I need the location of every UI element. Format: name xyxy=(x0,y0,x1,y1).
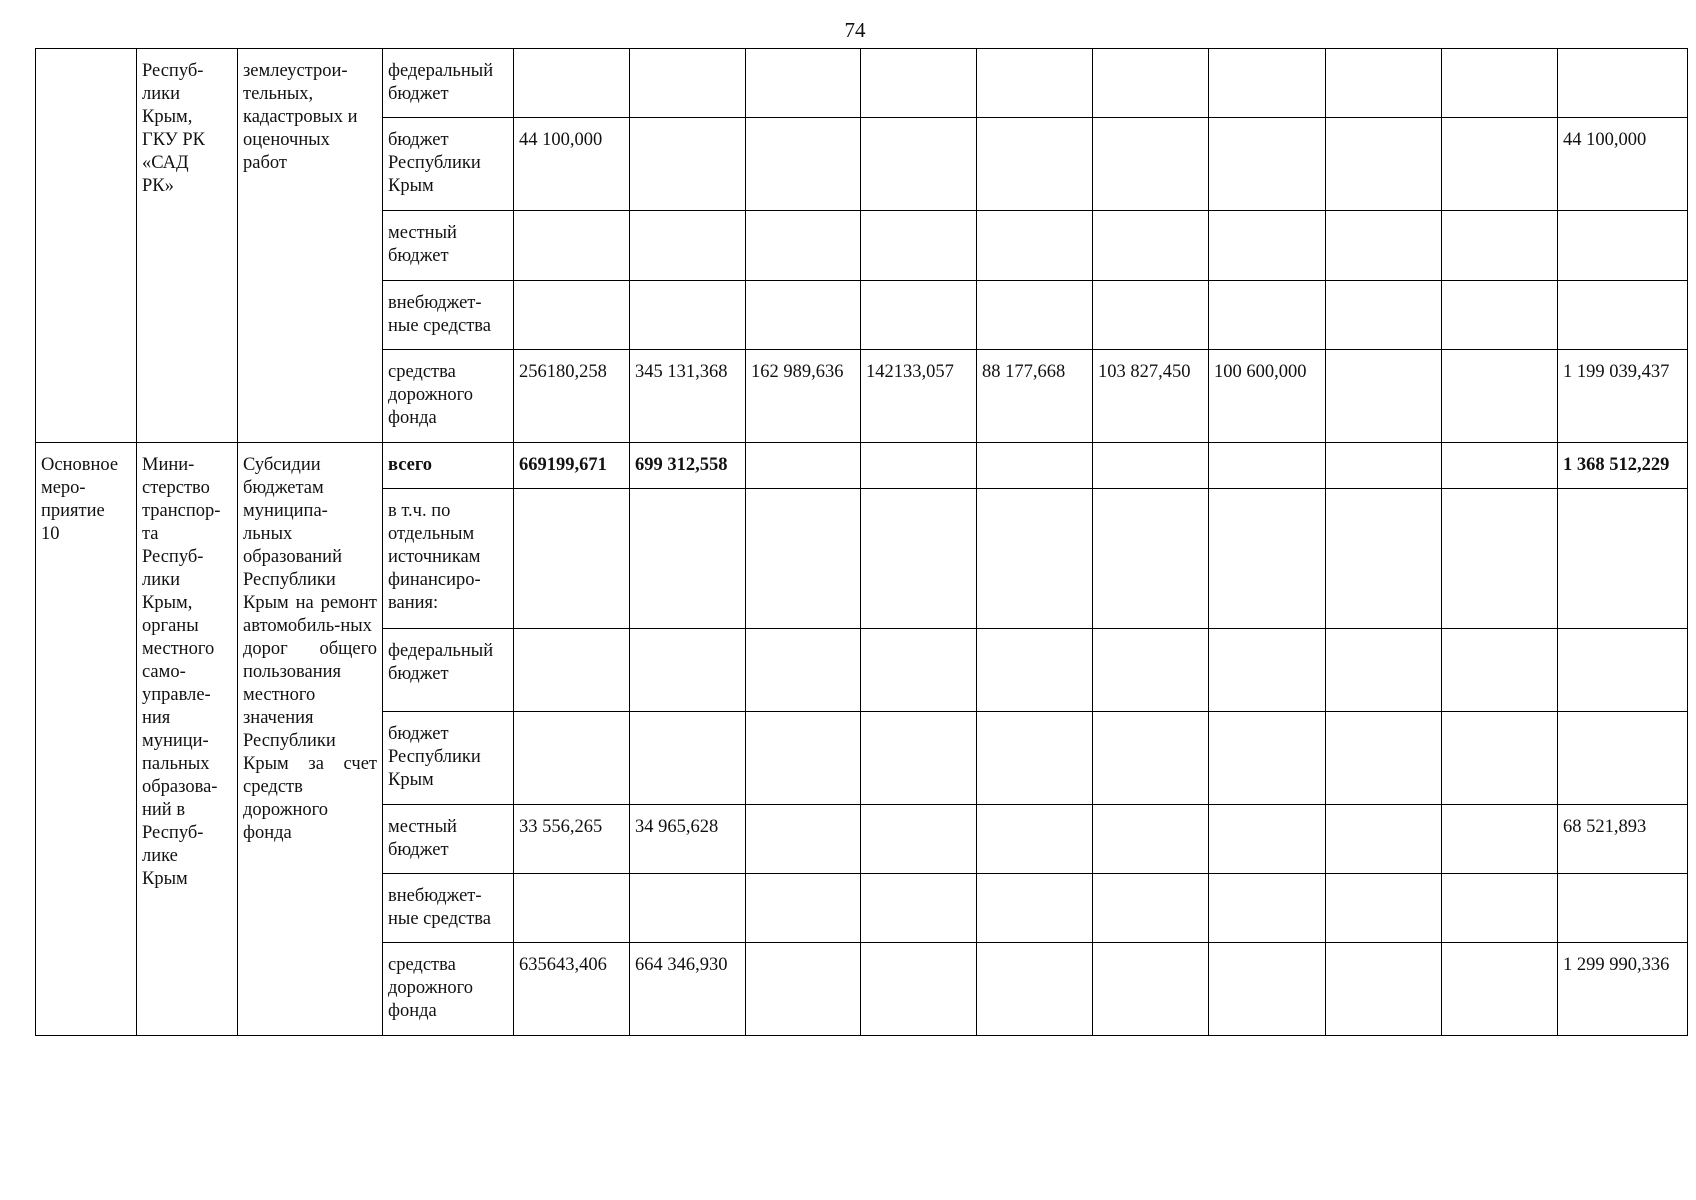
value-cell xyxy=(1326,350,1442,443)
value-cell xyxy=(1326,629,1442,712)
value-cell xyxy=(977,874,1093,943)
value-cell xyxy=(977,629,1093,712)
value-cell: 34 965,628 xyxy=(630,805,746,874)
value-cell xyxy=(746,443,861,489)
value-cell xyxy=(1209,118,1326,211)
funding-source-cell: в т.ч. по отдельным источникам финансиро- вания: xyxy=(383,489,514,629)
value-cell: 345 131,368 xyxy=(630,350,746,443)
responsible-cell: Мини- стерство транспор- та Респуб- лики Крым, органы местного само- управле- ния муници- пальных образова- ний в Респуб- лике Крым xyxy=(137,443,238,1036)
funding-source-cell: внебюджет- ные средства xyxy=(383,281,514,350)
funding-source-cell: бюджет Республики Крым xyxy=(383,118,514,211)
total-value-cell: 44 100,000 xyxy=(1558,118,1688,211)
value-cell xyxy=(630,281,746,350)
value-cell xyxy=(861,211,977,281)
table-row xyxy=(36,443,1688,489)
value-cell: 664 346,930 xyxy=(630,943,746,1036)
value-cell xyxy=(1093,805,1209,874)
value-cell xyxy=(1442,49,1558,118)
value-cell xyxy=(746,211,861,281)
value-cell xyxy=(630,49,746,118)
value-cell: 44 100,000 xyxy=(514,118,630,211)
value-cell xyxy=(1209,874,1326,943)
value-cell xyxy=(1326,49,1442,118)
value-cell xyxy=(514,874,630,943)
value-cell xyxy=(861,489,977,629)
total-value-cell xyxy=(1558,712,1688,805)
value-cell xyxy=(1442,629,1558,712)
value-cell xyxy=(861,943,977,1036)
value-cell: 162 989,636 xyxy=(746,350,861,443)
value-cell xyxy=(977,443,1093,489)
value-cell xyxy=(1093,943,1209,1036)
value-cell xyxy=(746,118,861,211)
value-cell xyxy=(1209,443,1326,489)
value-cell xyxy=(1093,874,1209,943)
value-cell xyxy=(977,943,1093,1036)
total-value-cell xyxy=(1558,489,1688,629)
value-cell: 669199,671 xyxy=(514,443,630,489)
funding-source-cell: внебюджет- ные средства xyxy=(383,874,514,943)
table-row xyxy=(36,49,1688,118)
total-value-cell: 1 299 990,336 xyxy=(1558,943,1688,1036)
value-cell xyxy=(1093,49,1209,118)
value-cell: 256180,258 xyxy=(514,350,630,443)
value-cell xyxy=(1093,281,1209,350)
value-cell xyxy=(514,712,630,805)
value-cell: 88 177,668 xyxy=(977,350,1093,443)
total-value-cell: 1 199 039,437 xyxy=(1558,350,1688,443)
value-cell xyxy=(1442,443,1558,489)
value-cell xyxy=(1326,443,1442,489)
funding-source-cell: бюджет Республики Крым xyxy=(383,712,514,805)
value-cell xyxy=(746,281,861,350)
value-cell xyxy=(1326,489,1442,629)
value-cell xyxy=(1093,443,1209,489)
value-cell xyxy=(1442,118,1558,211)
value-cell xyxy=(1093,211,1209,281)
value-cell xyxy=(746,943,861,1036)
value-cell xyxy=(1209,712,1326,805)
value-cell: 635643,406 xyxy=(514,943,630,1036)
value-cell xyxy=(746,874,861,943)
value-cell xyxy=(1442,874,1558,943)
total-value-cell xyxy=(1558,874,1688,943)
value-cell xyxy=(630,489,746,629)
value-cell xyxy=(861,49,977,118)
value-cell xyxy=(630,211,746,281)
activity-cell xyxy=(36,49,137,443)
value-cell xyxy=(1326,943,1442,1036)
total-value-cell xyxy=(1558,629,1688,712)
total-value-cell xyxy=(1558,281,1688,350)
value-cell xyxy=(630,874,746,943)
value-cell xyxy=(861,805,977,874)
value-cell xyxy=(630,629,746,712)
funding-source-cell: местный бюджет xyxy=(383,805,514,874)
value-cell xyxy=(977,281,1093,350)
funding-source-cell: всего xyxy=(383,443,514,489)
value-cell xyxy=(514,629,630,712)
value-cell xyxy=(746,629,861,712)
value-cell xyxy=(1442,943,1558,1036)
responsible-cell: Респуб- лики Крым, ГКУ РК «САД РК» xyxy=(137,49,238,443)
value-cell xyxy=(1209,489,1326,629)
value-cell xyxy=(1442,489,1558,629)
value-cell xyxy=(1326,712,1442,805)
value-cell xyxy=(1326,874,1442,943)
total-value-cell xyxy=(1558,211,1688,281)
value-cell xyxy=(977,211,1093,281)
value-cell xyxy=(746,49,861,118)
funding-source-cell: средства дорожного фонда xyxy=(383,350,514,443)
value-cell xyxy=(1209,211,1326,281)
value-cell: 699 312,558 xyxy=(630,443,746,489)
value-cell xyxy=(514,489,630,629)
value-cell: 33 556,265 xyxy=(514,805,630,874)
value-cell xyxy=(514,211,630,281)
value-cell xyxy=(977,118,1093,211)
value-cell xyxy=(861,629,977,712)
value-cell xyxy=(861,712,977,805)
value-cell xyxy=(977,805,1093,874)
value-cell xyxy=(514,281,630,350)
value-cell xyxy=(977,489,1093,629)
value-cell xyxy=(514,49,630,118)
value-cell: 142133,057 xyxy=(861,350,977,443)
value-cell xyxy=(1442,281,1558,350)
value-cell xyxy=(1093,712,1209,805)
value-cell xyxy=(861,281,977,350)
funding-source-cell: федеральный бюджет xyxy=(383,49,514,118)
funding-source-cell: местный бюджет xyxy=(383,211,514,281)
value-cell xyxy=(1093,118,1209,211)
value-cell xyxy=(1209,629,1326,712)
value-cell xyxy=(1442,805,1558,874)
description-cell: землеустрои- тельных, кадастровых и оценочных работ xyxy=(238,49,383,443)
value-cell xyxy=(1093,489,1209,629)
funding-source-cell: средства дорожного фонда xyxy=(383,943,514,1036)
value-cell: 103 827,450 xyxy=(1093,350,1209,443)
value-cell xyxy=(746,805,861,874)
value-cell xyxy=(630,712,746,805)
page-number: 74 xyxy=(844,18,866,42)
value-cell xyxy=(1442,712,1558,805)
value-cell xyxy=(861,874,977,943)
total-value-cell xyxy=(1558,49,1688,118)
value-cell xyxy=(977,712,1093,805)
total-value-cell: 1 368 512,229 xyxy=(1558,443,1688,489)
value-cell xyxy=(977,49,1093,118)
value-cell xyxy=(1093,629,1209,712)
value-cell xyxy=(746,712,861,805)
financing-table xyxy=(35,48,1688,1036)
value-cell: 100 600,000 xyxy=(1209,350,1326,443)
value-cell xyxy=(861,118,977,211)
value-cell xyxy=(1209,49,1326,118)
value-cell xyxy=(1209,805,1326,874)
value-cell xyxy=(1326,805,1442,874)
activity-cell: Основное меро- приятие 10 xyxy=(36,443,137,1036)
value-cell xyxy=(746,489,861,629)
value-cell xyxy=(861,443,977,489)
value-cell xyxy=(1326,118,1442,211)
total-value-cell: 68 521,893 xyxy=(1558,805,1688,874)
value-cell xyxy=(630,118,746,211)
value-cell xyxy=(1442,211,1558,281)
value-cell xyxy=(1326,281,1442,350)
value-cell xyxy=(1209,943,1326,1036)
value-cell xyxy=(1209,281,1326,350)
value-cell xyxy=(1326,211,1442,281)
description-cell: Субсидии бюджетам муниципа-льных образований Республики Крым на ремонт автомобиль-ных дорог общего пользования местного значения Республики Крым за счет средств дорожного фонда xyxy=(238,443,383,1036)
value-cell xyxy=(1442,350,1558,443)
funding-source-cell: федеральный бюджет xyxy=(383,629,514,712)
